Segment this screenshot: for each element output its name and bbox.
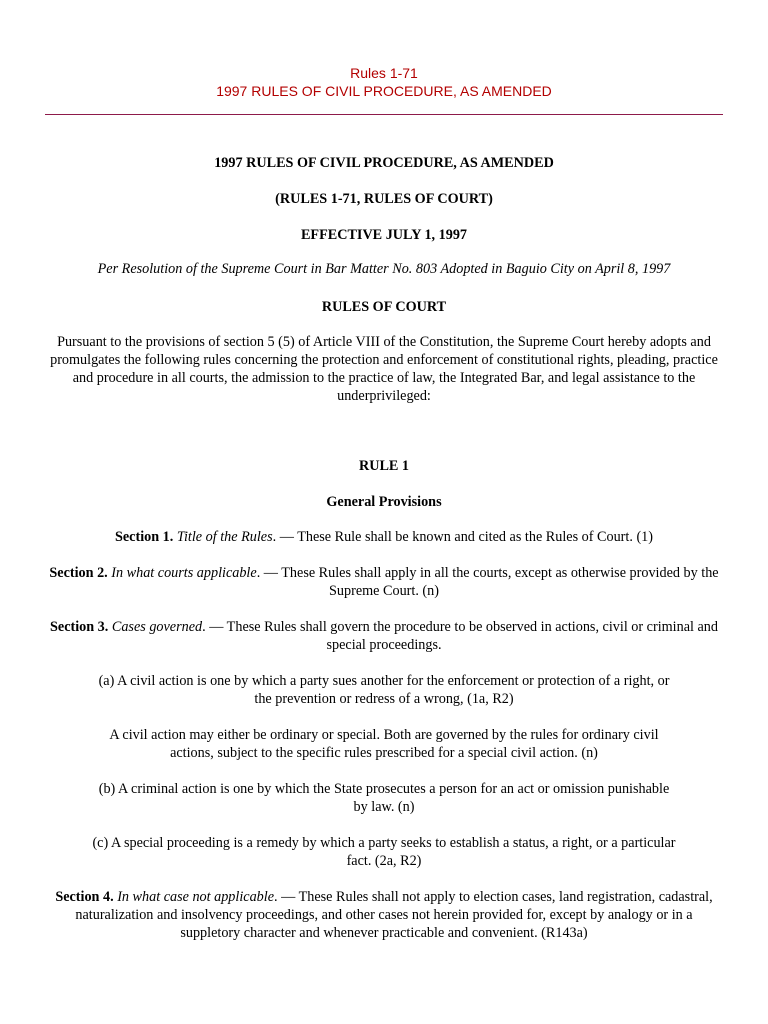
document-subtitle: (RULES 1-71, RULES OF COURT) — [275, 191, 493, 207]
section-3 — [44, 618, 724, 654]
effective-date: EFFECTIVE JULY 1, 1997 — [300, 227, 468, 243]
preamble-paragraph: Pursuant to the provisions of section 5 (5) of Article VIII of the Constitution, the Supreme Court hereby adopts and promulgates the following rules concerning the protection and enforcement of constitutional rights, pleading, practice and procedure in all courts, the admission to the practice of law, the Integrated Bar, and legal assistance to the underprivileged: — [50, 334, 718, 404]
section-1 — [44, 528, 724, 546]
section-text: . — These Rule shall be known and cited as the Rules of Court. (1) — [272, 529, 653, 545]
section-text: . — These Rules shall govern the procedure to be observed in actions, civil or criminal and special proceedings. — [202, 619, 718, 653]
clause-c: (c) A special proceeding is a remedy by which a party seeks to establish a status, a right, or a particular fact. (2a, R2) — [92, 835, 676, 869]
section-label: Section 4. — [55, 889, 114, 905]
document-body — [0, 154, 768, 942]
rule-number: RULE 1 — [358, 458, 410, 474]
section-label: Section 3. — [50, 619, 109, 635]
document-header — [0, 0, 768, 100]
section-text: . — These Rules shall apply in all the courts, except as otherwise provided by the Supreme Court. (n) — [256, 565, 719, 599]
section-4 — [44, 888, 724, 942]
rules-of-court-heading: RULES OF COURT — [321, 299, 447, 315]
section-title: In what courts applicable — [111, 565, 257, 581]
section-title: Cases governed — [111, 619, 203, 635]
section-text: . — These Rules shall not apply to election cases, land registration, cadastral, naturalization and insolvency proceedings, and other cases not herein provided for, except by analogy or in a suppletory character and whenever practicable and convenient. (R143a) — [75, 889, 713, 941]
clause-a: (a) A civil action is one by which a party sues another for the enforcement or protection of a right, or the prevention or redress of a wrong, (1a, R2) — [98, 673, 670, 707]
document-title: 1997 RULES OF CIVIL PROCEDURE, AS AMENDED — [214, 155, 554, 171]
section-title: Title of the Rules — [176, 529, 273, 545]
header-rules-range: Rules 1-71 — [350, 65, 418, 81]
resolution-note: Per Resolution of the Supreme Court in Bar Matter No. 803 Adopted in Baguio City on April 8, 1997 — [97, 261, 671, 277]
section-2 — [44, 564, 724, 600]
section-label: Section 2. — [49, 565, 108, 581]
rule-title: General Provisions — [326, 494, 442, 510]
section-title: In what case not applicable — [117, 889, 275, 905]
clause-a-note: A civil action may either be ordinary or special. Both are governed by the rules for ordinary civil actions, subject to the specific rules prescribed for a special civil action. (n) — [109, 727, 659, 761]
header-title: 1997 RULES OF CIVIL PROCEDURE, AS AMENDED — [216, 83, 552, 99]
section-label: Section 1. — [114, 529, 174, 545]
header-divider — [45, 114, 723, 115]
clause-b: (b) A criminal action is one by which the State prosecutes a person for an act or omission punishable by law. (n) — [98, 781, 670, 815]
